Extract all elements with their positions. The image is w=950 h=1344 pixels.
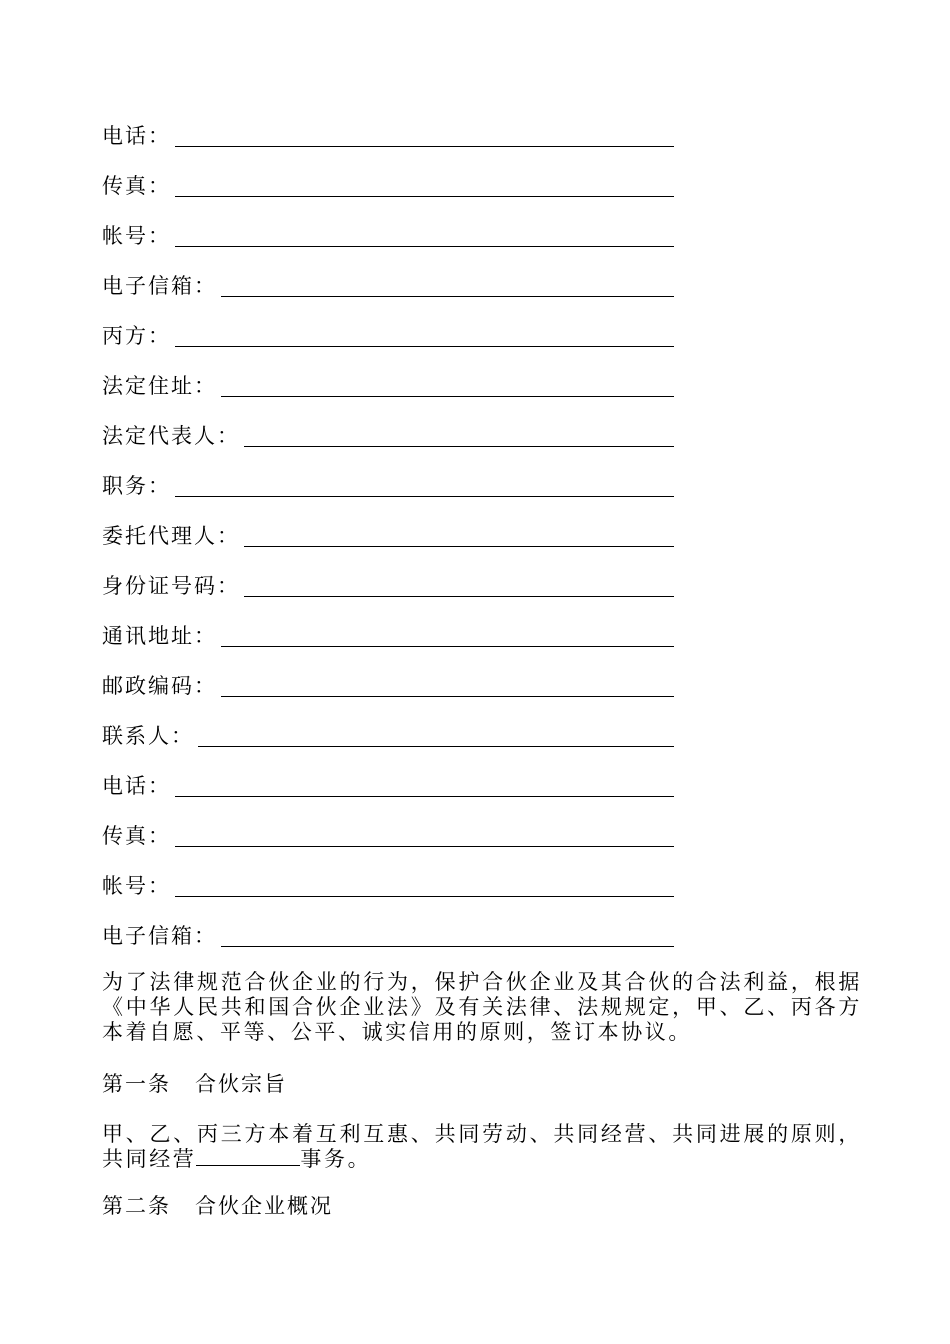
fill-in-line[interactable] [244,576,674,597]
fill-in-line[interactable] [221,926,674,947]
authorized-agent-field [102,522,674,550]
article-1-body [102,1122,862,1172]
field-label: 丙方： [102,324,171,348]
fill-in-line[interactable] [244,426,674,447]
article-title: 合伙宗旨 [195,1072,287,1096]
field-label: 法定代表人： [102,424,240,448]
account-field [102,872,674,900]
field-label: 邮政编码： [102,674,217,698]
legal-representative-field [102,422,674,450]
field-label: 电话： [102,774,171,798]
fill-in-line[interactable] [221,626,674,647]
phone-field [102,772,674,800]
field-label: 帐号： [102,874,171,898]
article-title: 合伙企业概况 [195,1194,333,1218]
article-2-heading [102,1192,333,1220]
fill-in-line[interactable] [221,676,674,697]
fill-in-line[interactable] [244,526,674,547]
field-label: 身份证号码： [102,574,240,598]
email-field [102,922,674,950]
field-label: 电话： [102,124,171,148]
fill-in-line[interactable] [221,276,674,297]
field-label: 传真： [102,174,171,198]
field-label: 法定住址： [102,374,217,398]
postal-code-field [102,672,674,700]
field-label: 职务： [102,474,171,498]
field-label: 联系人： [102,724,194,748]
fill-in-line[interactable] [175,476,674,497]
legal-address-field [102,372,674,400]
field-label: 电子信箱： [102,274,217,298]
contact-person-field [102,722,674,750]
fill-in-line[interactable] [175,176,674,197]
id-number-field [102,572,674,600]
article-1-heading [102,1070,287,1098]
party-c-field [102,322,674,350]
account-field [102,222,674,250]
phone-field [102,122,674,150]
position-field [102,472,674,500]
fill-in-line[interactable] [175,876,674,897]
fill-in-line[interactable] [221,376,674,397]
article-1-text: 甲、乙、丙三方本着互利互惠、共同劳动、共同经营、共同进展的原则，共同经营 [102,1122,862,1171]
fax-field [102,822,674,850]
field-label: 传真： [102,824,171,848]
field-label: 委托代理人： [102,524,240,548]
article-number: 第一条 [102,1072,171,1096]
mailing-address-field [102,622,674,650]
field-label: 通讯地址： [102,624,217,648]
business-blank[interactable] [196,1147,300,1166]
fill-in-line[interactable] [175,226,674,247]
article-1-text-end: 事务。 [300,1147,372,1171]
fill-in-line[interactable] [175,776,674,797]
email-field [102,272,674,300]
fill-in-line[interactable] [175,326,674,347]
preamble-paragraph: 为了法律规范合伙企业的行为，保护合伙企业及其合伙的合法利益，根据《中华人民共和国合伙企业法》及有关法律、法规规定，甲、乙、丙各方本着自愿、平等、公平、诚实信用的原则，签订本协议。 [102,970,862,1044]
field-label: 电子信箱： [102,924,217,948]
field-label: 帐号： [102,224,171,248]
fill-in-line[interactable] [198,726,674,747]
fill-in-line[interactable] [175,826,674,847]
fill-in-line[interactable] [175,126,674,147]
article-number: 第二条 [102,1194,171,1218]
fax-field [102,172,674,200]
